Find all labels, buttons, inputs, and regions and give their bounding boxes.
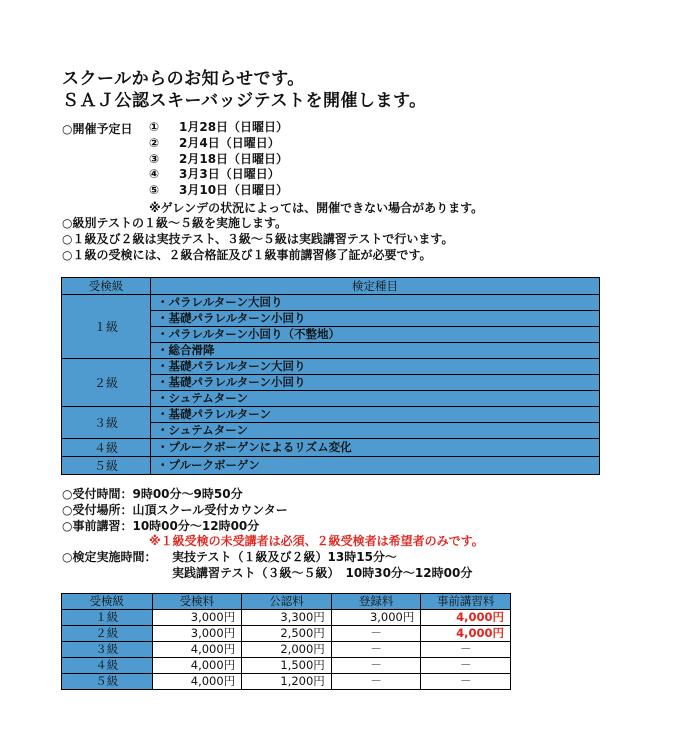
exam-item: ・基礎パラレルターン小回り [151, 375, 600, 391]
fee-pre-lesson: － [421, 658, 511, 674]
exam-items-table [61, 277, 600, 475]
fee-grade: ４級 [62, 658, 153, 674]
fee-row [62, 642, 511, 658]
schedule-label: ○開催予定日 [62, 122, 133, 136]
fee-row [62, 626, 511, 642]
exam-grade-5: ５級 [62, 457, 151, 475]
exam-grade-3: ３級 [62, 407, 151, 439]
fee-grade: ２級 [62, 626, 153, 642]
title-line-2: ＳＡＪ公認スキーバッジテストを開催します。 [62, 91, 427, 111]
exam-item: ・パラレルターン大回り [151, 295, 600, 311]
exam-grade-4: ４級 [62, 439, 151, 457]
fee-pre-lesson: － [421, 674, 511, 690]
exam-time-practical: 実技テスト（１級及び２級）13時15分～ [172, 550, 397, 564]
fee-certification: 2,500円 [242, 626, 332, 642]
date-row-5: ⑤ 3月10日（日曜日） [149, 183, 289, 198]
exam-item: ・総合滑降 [151, 343, 600, 359]
exam-item: ・基礎パラレルターン [151, 407, 600, 423]
fee-exam: 4,000円 [152, 642, 242, 658]
fee-pre-lesson: 4,000円 [421, 626, 511, 642]
exam-item: ・基礎パラレルターン小回り [151, 311, 600, 327]
notice-1: ○級別テストの１級～５級を実施します。 [62, 216, 288, 230]
fee-header: 公認料 [242, 594, 332, 610]
pre-lesson-time: ○事前講習：10時00分～12時00分 [62, 519, 260, 533]
fee-row [62, 658, 511, 674]
exam-header-grade: 受検級 [62, 278, 151, 295]
reception-time: ○受付時間：9時00分～9時50分 [62, 487, 243, 501]
fee-grade: ３級 [62, 642, 153, 658]
date-row-3: ③ 2月18日（日曜日） [149, 151, 289, 166]
fee-pre-lesson: 4,000円 [421, 610, 511, 626]
fee-registration: － [331, 642, 421, 658]
exam-item: ・シュテムターン [151, 423, 600, 439]
title-line-1: スクールからのお知らせです。 [62, 69, 305, 89]
date-row-1: ① 1月28日（日曜日） [149, 120, 289, 134]
exam-grade-2: ２級 [62, 359, 151, 407]
date-row-2: ② 2月4日（日曜日） [149, 135, 280, 150]
date-row-4: ④ 3月3日（日曜日） [149, 167, 280, 182]
fee-registration: － [331, 674, 421, 690]
fee-registration: 3,000円 [331, 610, 421, 626]
exam-item: ・基礎パラレルターン大回り [151, 359, 600, 375]
exam-item: ・プルークボーゲンによるリズム変化 [151, 439, 600, 457]
exam-item: ・シュテムターン [151, 391, 600, 407]
notice-3: ○１級の受検には、２級合格証及び１級事前講習修了証が必要です。 [62, 248, 432, 262]
fee-certification: 1,200円 [242, 674, 332, 690]
exam-time-label: ○検定実施時間： [62, 550, 157, 564]
schedule-dates [149, 120, 288, 199]
fee-exam: 4,000円 [152, 674, 242, 690]
reception-place: ○受付場所：山頂スクール受付カウンター [62, 503, 288, 517]
pre-lesson-note: ※１級受検の未受講者は必須、２級受検者は希望者のみです。 [149, 534, 484, 548]
fee-exam: 4,000円 [152, 658, 242, 674]
exam-grade-1: １級 [62, 295, 151, 359]
fee-grade: ５級 [62, 674, 153, 690]
fee-registration: － [331, 626, 421, 642]
fee-certification: 3,300円 [242, 610, 332, 626]
fee-grade: １級 [62, 610, 153, 626]
fee-registration: － [331, 658, 421, 674]
schedule-note: ※ゲレンデの状況によっては、開催できない場合があります。 [149, 201, 484, 215]
fee-table [61, 593, 511, 690]
fee-row [62, 610, 511, 626]
fee-certification: 2,000円 [242, 642, 332, 658]
fee-header: 登録料 [331, 594, 421, 610]
fee-exam: 3,000円 [152, 626, 242, 642]
fee-header: 受検料 [152, 594, 242, 610]
fee-row [62, 674, 511, 690]
notice-2: ○１級及び２級は実技テスト、３級～５級は実践講習テストで行います。 [62, 232, 454, 246]
exam-time-lesson: 実践講習テスト（３級～５級） 10時30分～12時00分 [172, 566, 473, 580]
exam-header-items: 検定種目 [151, 278, 600, 295]
exam-item: ・プルークボーゲン [151, 457, 600, 475]
fee-header: 受検級 [62, 594, 153, 610]
fee-header: 事前講習料 [421, 594, 511, 610]
fee-pre-lesson: － [421, 642, 511, 658]
fee-certification: 1,500円 [242, 658, 332, 674]
fee-exam: 3,000円 [152, 610, 242, 626]
exam-item: ・パラレルターン小回り（不整地） [151, 327, 600, 343]
